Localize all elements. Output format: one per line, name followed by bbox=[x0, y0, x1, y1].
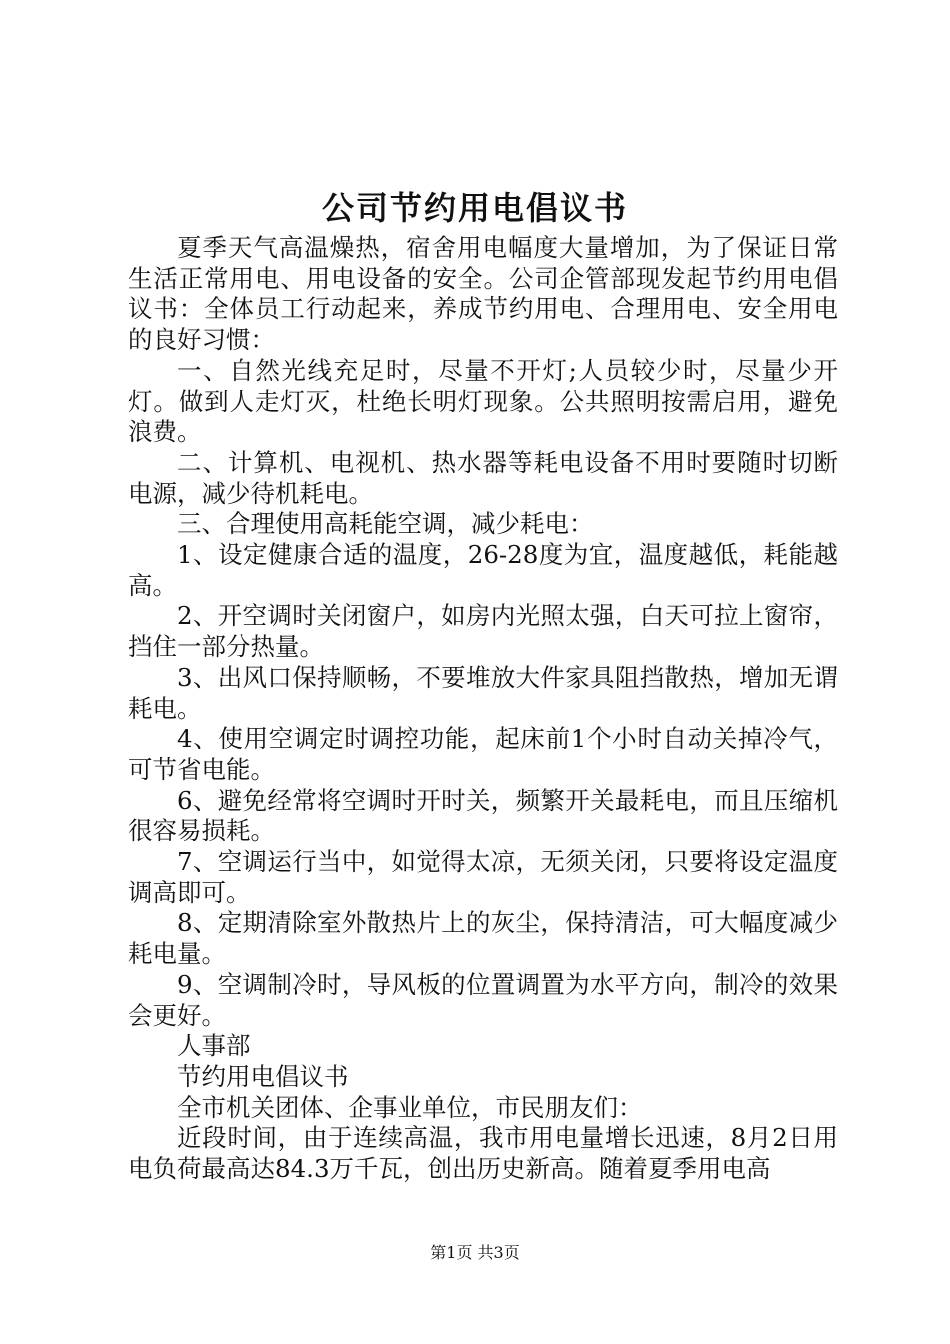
document-body bbox=[128, 233, 838, 1185]
aircon-tip-8: 8、定期清除室外散热片上的灰尘，保持清洁，可大幅度减少耗电量。 bbox=[128, 908, 838, 969]
item-aircon-heading: 三、合理使用高耗能空调，减少耗电： bbox=[177, 509, 594, 539]
aircon-tip-7: 7、空调运行当中，如觉得太凉，无须关闭，只要将设定温度调高即可。 bbox=[128, 847, 838, 907]
aircon-tip-3: 3、出风口保持顺畅，不要堆放大件家具阻挡散热，增加无谓耗电。 bbox=[128, 662, 838, 723]
second-title: 节约用电倡议书 bbox=[177, 1061, 349, 1091]
second-body-paragraph: 近段时间，由于连续高温，我市用电量增长迅速，8月2日用电负荷最高达84.3万千瓦，创出历史新高。随着夏季用电高 bbox=[128, 1123, 838, 1184]
document-title: 公司节约用电倡议书 bbox=[321, 189, 628, 227]
aircon-tip-9: 9、空调制冷时，导风板的位置调置为水平方向，制冷的效果会更好。 bbox=[128, 969, 838, 1030]
page-number-footer: 第1页 共3页 bbox=[430, 1243, 520, 1262]
aircon-tip-4: 4、使用空调定时调控功能，起床前1个小时自动关掉冷气，可节省电能。 bbox=[128, 724, 838, 784]
intro-paragraph: 夏季天气高温燥热，宿舍用电幅度大量增加，为了保证日常生活正常用电、用电设备的安全。公司企管部现发起节约用电倡议书：全体员工行动起来，养成节约用电、合理用电、安全用电的良好习惯： bbox=[128, 233, 838, 355]
item-lighting-paragraph: 一、自然光线充足时，尽量不开灯;人员较少时，尽量少开灯。做到人走灯灭，杜绝长明灯现象。公共照明按需启用，避免浪费。 bbox=[128, 355, 838, 447]
salutation: 全市机关团体、企事业单位，市民朋友们： bbox=[177, 1092, 643, 1122]
aircon-tip-2: 2、开空调时关闭窗户，如房内光照太强，白天可拉上窗帘，挡住一部分热量。 bbox=[128, 601, 838, 662]
aircon-tip-6: 6、避免经常将空调时开时关，频繁开关最耗电，而且压缩机很容易损耗。 bbox=[128, 785, 838, 846]
item-devices-paragraph: 二、计算机、电视机、热水器等耗电设备不用时要随时切断电源，减少待机耗电。 bbox=[128, 447, 838, 508]
aircon-tip-1: 1、设定健康合适的温度，26-28度为宜，温度越低，耗能越高。 bbox=[128, 540, 838, 600]
signature-department: 人事部 bbox=[177, 1031, 251, 1061]
